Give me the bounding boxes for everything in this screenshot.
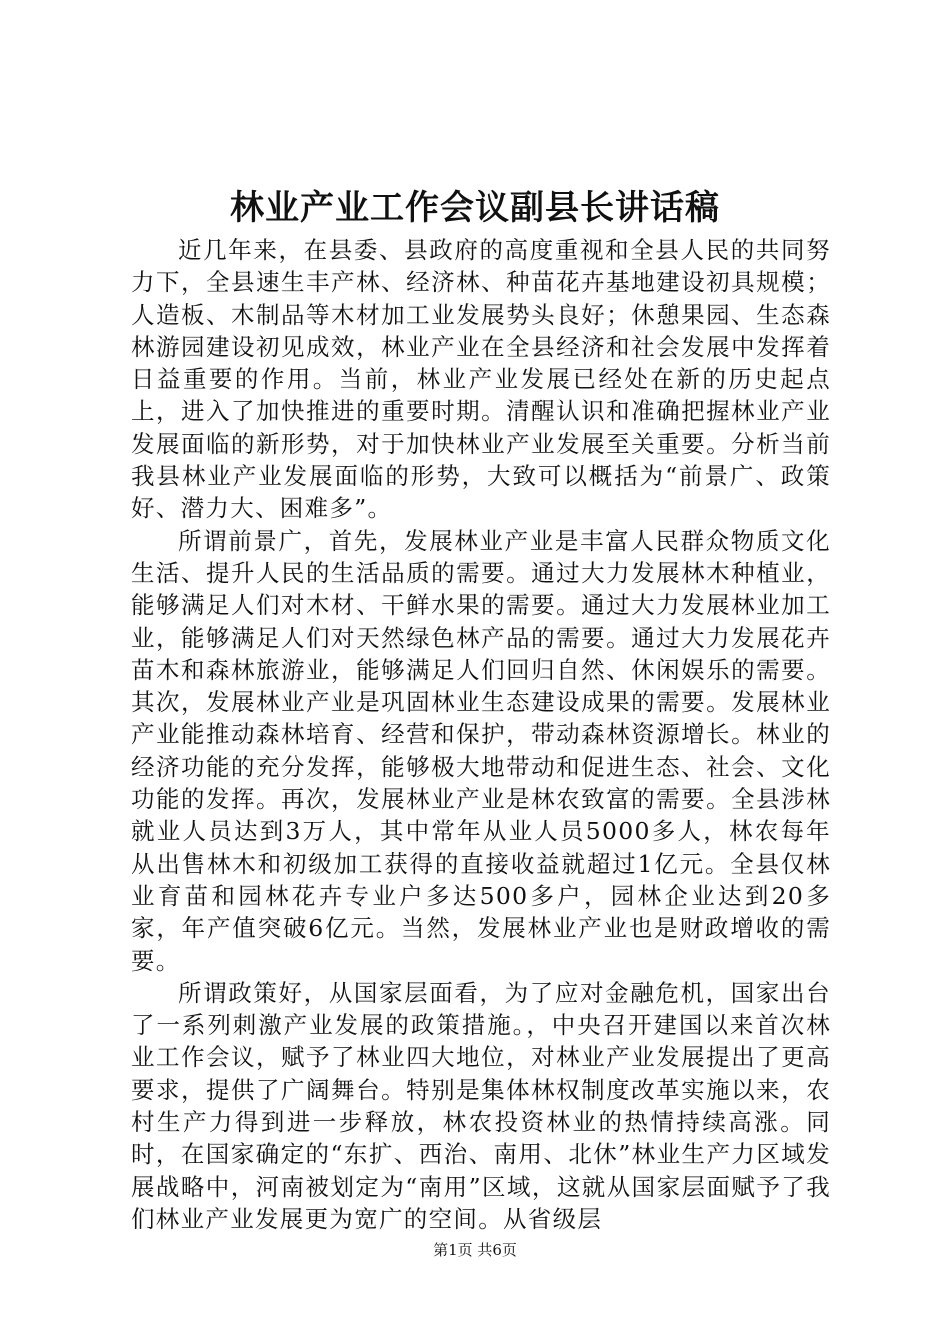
paragraph-2: 所谓前景广，首先，发展林业产业是丰富人民群众物质文化生活、提升人民的生活品质的需要。通过大力发展林木种植业，能够满足人们对木材、干鲜水果的需要。通过大力发展林业加工业，能够满足人们对天然绿色林产品的需要。通过大力发展花卉苗木和森林旅游业，能够满足人们回归自然、休闲娱乐的需要。其次，发展林业产业是巩固林业生态建设成果的需要。发展林业产业能推动森林培育、经营和保护，带动森林资源增长。林业的经济功能的充分发挥，能够极大地带动和促进生态、社会、文化功能的发挥。再次，发展林业产业是林农致富的需要。全县涉林就业人员达到3万人，其中常年从业人员5000多人，林农每年从出售林木和初级加工获得的直接收益就超过1亿元。全县仅林业育苗和园林花卉专业户多达500多户，园林企业达到20多家，年产值突破6亿元。当然，发展林业产业也是财政增收的需要。: [131, 526, 831, 975]
page-footer: [0, 1240, 950, 1260]
paragraph-3: 所谓政策好，从国家层面看，为了应对金融危机，国家出台了一系列刺激产业发展的政策措施。，中央召开建国以来首次林业工作会议，赋予了林业四大地位，对林业产业发展提出了更高要求，提供了广阔舞台。特别是集体林权制度改革实施以来，农村生产力得到进一步释放，林农投资林业的热情持续高涨。同时，在国家确定的“东扩、西治、南用、北休”林业生产力区域发展战略中，河南被划定为“南用”区域，这就从国家层面赋予了我们林业产业发展更为宽广的空间。从省级层: [131, 978, 831, 1233]
paragraph-1: 近几年来，在县委、县政府的高度重视和全县人民的共同努力下，全县速生丰产林、经济林、种苗花卉基地建设初具规模；人造板、木制品等木材加工业发展势头良好；休憩果园、生态森林游园建设初见成效，林业产业在全县经济和社会发展中发挥着日益重要的作用。当前，林业产业发展已经处在新的历史起点上，进入了加快推进的重要时期。清醒认识和准确把握林业产业发展面临的新形势，对于加快林业产业发展至关重要。分析当前我县林业产业发展面临的形势，大致可以概括为“前景广、政策好、潜力大、困难多”。: [131, 236, 831, 523]
document-title: 林业产业工作会议副县长讲话稿: [230, 188, 720, 228]
page-number-indicator: 第1页 共6页: [433, 1241, 517, 1259]
document-body: [131, 234, 831, 1235]
